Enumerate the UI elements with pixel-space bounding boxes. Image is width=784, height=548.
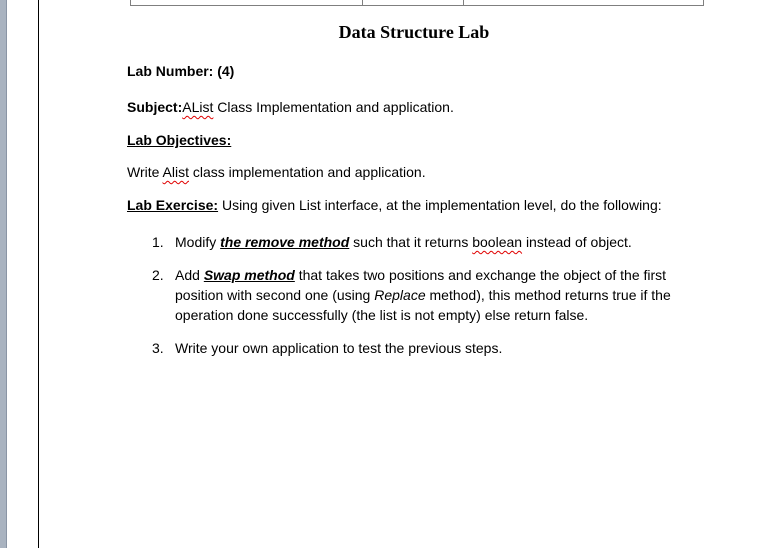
item-emphasis: Swap method — [203, 267, 295, 283]
exercise-list — [152, 232, 712, 371]
item-text-middle: such that it returns — [353, 234, 469, 250]
list-item — [152, 338, 712, 358]
list-item — [152, 232, 712, 252]
item-text-after: instead of object. — [525, 234, 632, 250]
list-item-number: 3. — [152, 340, 164, 356]
item-text: Write your own application to test the previous steps. — [175, 340, 503, 356]
list-item — [152, 265, 712, 325]
lab-number-value: (4) — [217, 63, 235, 79]
list-item-number: 2. — [152, 267, 164, 283]
document-title: Data Structure Lab — [338, 22, 490, 42]
objectives-write: Write — [127, 164, 160, 180]
item-emphasis: the remove method — [220, 234, 350, 250]
list-item-number: 1. — [152, 234, 164, 250]
lab-number-label: Lab Number: — [127, 63, 214, 79]
exercise-intro: Using given List interface, at the implementation level, do the following: — [221, 197, 662, 213]
subject-alist-word: AList — [182, 99, 214, 115]
page-edge-line — [38, 0, 39, 548]
objectives-text-rest: class implementation and application. — [192, 164, 426, 180]
subject-text: Class Implementation and application. — [217, 99, 454, 115]
lab-number-line — [127, 62, 234, 81]
item-italic-word: Replace — [374, 287, 426, 303]
subject-line — [127, 98, 454, 117]
item-boolean-word: boolean — [472, 234, 523, 250]
objectives-alist-word: Alist — [162, 164, 189, 180]
item-text-after: method), this method returns true if the operation done successfully (the list is not empty) else return false. — [175, 287, 671, 323]
item-text-middle: that takes two positions and exchange the object of the first position with second one (using — [175, 267, 667, 303]
item-text-before: Add — [175, 267, 200, 283]
objectives-heading: Lab Objectives: — [127, 132, 232, 148]
table-column-divider — [362, 0, 363, 5]
exercise-line — [127, 196, 662, 215]
objectives-text-line — [127, 163, 426, 182]
item-text-before: Modify — [175, 234, 217, 250]
subject-label: Subject: — [127, 99, 183, 115]
header-table-remnant — [130, 0, 704, 6]
exercise-heading: Lab Exercise: — [127, 197, 219, 213]
objectives-heading-line — [127, 131, 231, 150]
table-column-divider — [463, 0, 464, 5]
window-left-gutter — [0, 0, 7, 548]
